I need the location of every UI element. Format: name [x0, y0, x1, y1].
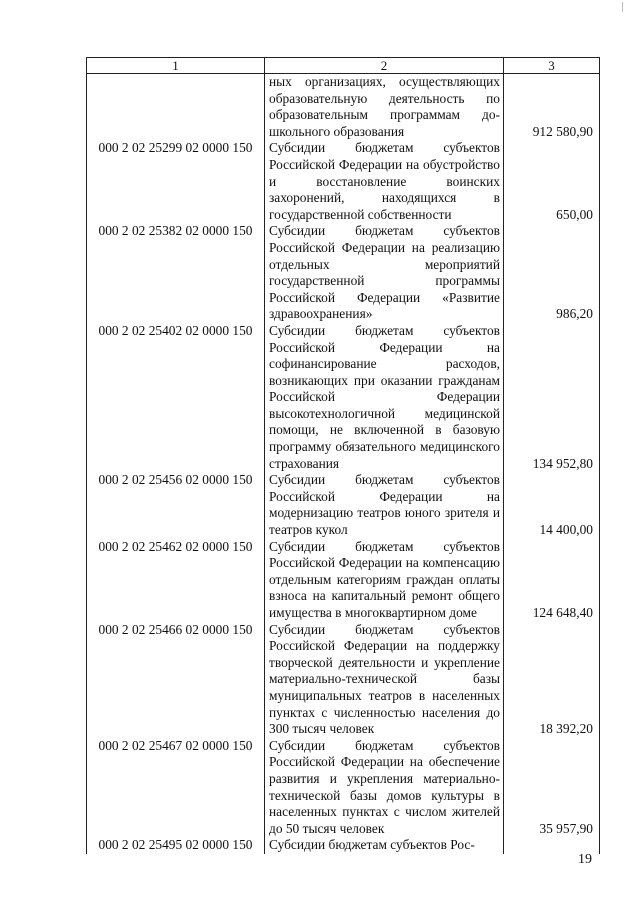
- row-description: Субсидии бюджетам субъектов Российской Федерации на поддержку творческой деятельности и укрепление материально-технической базы муниципальных театров в населенных пунктах с численностью населения до 300 тысяч человек: [265, 622, 504, 738]
- budget-table: [86, 57, 600, 854]
- table-row: [87, 738, 600, 838]
- table-row: [87, 74, 600, 141]
- budget-code: 000 2 02 25466 02 0000 150: [87, 622, 265, 738]
- budget-code: 000 2 02 25467 02 0000 150: [87, 738, 265, 838]
- column-header-1: 1: [87, 58, 265, 74]
- row-description: Субсидии бюджетам субъектов Российской Федерации на обеспечение развития и укрепления материально-технической базы домов культуры в населенных пунктах с числом жителей до 50 тысяч человек: [265, 738, 504, 838]
- budget-code: 000 2 02 25382 02 0000 150: [87, 223, 265, 323]
- row-amount: 986,20: [504, 223, 600, 323]
- row-amount: 912 580,90: [504, 74, 600, 141]
- budget-code: 000 2 02 25462 02 0000 150: [87, 539, 265, 622]
- budget-code: 000 2 02 25495 02 0000 150: [87, 837, 265, 854]
- row-description: ных организациях, осуществляющих образовательную деятельность по образовательным программам до-школьного образования: [265, 74, 504, 141]
- budget-code: 000 2 02 25402 02 0000 150: [87, 323, 265, 472]
- row-amount: 124 648,40: [504, 539, 600, 622]
- table-row: [87, 472, 600, 538]
- budget-code: 000 2 02 25456 02 0000 150: [87, 472, 265, 538]
- budget-code: 000 2 02 25299 02 0000 150: [87, 140, 265, 223]
- table-row: [87, 622, 600, 738]
- row-description: Субсидии бюджетам субъектов Российской Федерации на компенсацию отдельным категориям граждан оплаты взноса на капитальный ремонт общего имущества в многоквартирном доме: [265, 539, 504, 622]
- row-amount: 35 957,90: [504, 738, 600, 838]
- row-description: Субсидии бюджетам субъектов Российской Федерации на модернизацию театров юного зрителя и театров кукол: [265, 472, 504, 538]
- budget-code: [87, 74, 265, 141]
- scan-edge-mark: [622, 2, 623, 12]
- column-header-3: 3: [504, 58, 600, 74]
- table-row: [87, 223, 600, 323]
- row-amount: 134 952,80: [504, 323, 600, 472]
- row-amount: 18 392,20: [504, 622, 600, 738]
- page-number: 19: [578, 852, 592, 867]
- row-description: Субсидии бюджетам субъектов Российской Федерации на обустройство и восстановление воинских захоронений, находящихся в государственной собственности: [265, 140, 504, 223]
- row-description: Субсидии бюджетам субъектов Рос-: [265, 837, 504, 854]
- row-description: Субсидии бюджетам субъектов Российской Федерации на софинансирование расходов, возникающих при оказании гражданам Российской Федерации высокотехнологичной медицинской помощи, не включенной в базовую программу обязательного медицинского страхования: [265, 323, 504, 472]
- table-header-row: [87, 58, 600, 74]
- row-amount: 14 400,00: [504, 472, 600, 538]
- row-description: Субсидии бюджетам субъектов Российской Федерации на реализацию отдельных мероприятий государственной программы Российской Федерации «Развитие здравоохранения»: [265, 223, 504, 323]
- table-row: [87, 539, 600, 622]
- table-row: [87, 837, 600, 854]
- table-row: [87, 323, 600, 472]
- row-amount: 650,00: [504, 140, 600, 223]
- table-row: [87, 140, 600, 223]
- column-header-2: 2: [265, 58, 504, 74]
